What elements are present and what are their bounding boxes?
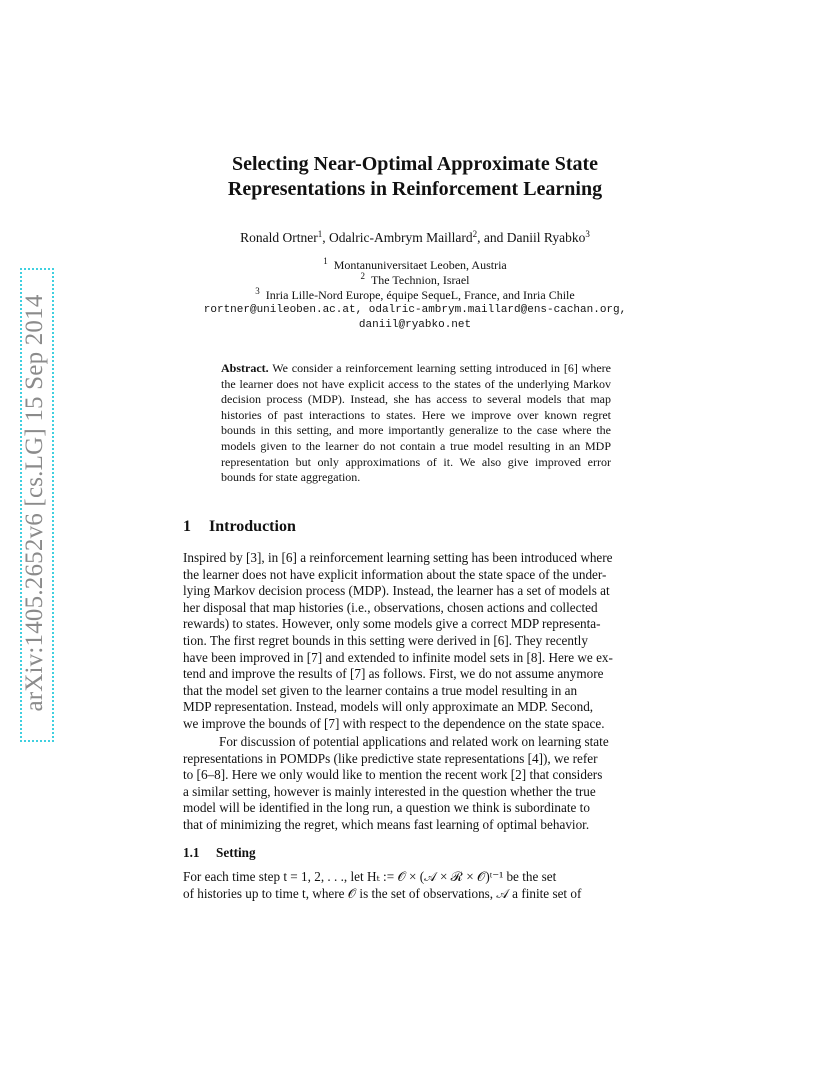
text-line: For each time step t = 1, 2, . . ., let Hₜ := 𝒪 × (𝒜 × ℛ × 𝒪)ᵗ⁻¹ be the set xyxy=(183,869,557,884)
affiliation-text: The Technion, Israel xyxy=(370,273,470,287)
text-line: we improve the bounds of [7] with respect to the dependence on the state space. xyxy=(183,715,605,731)
text-line: tion. The first regret bounds in this setting were derived in [6]. They recently xyxy=(183,632,588,648)
text-line: that the model set given to the learner contains a true model resulting in an xyxy=(183,682,578,698)
affiliation-mark: 3 xyxy=(255,286,260,296)
setting-paragraph xyxy=(183,869,650,902)
text-line: lying Markov decision process (MDP). Instead, the learner has a set of models at xyxy=(183,583,610,599)
section-heading xyxy=(183,518,296,536)
text-line: MDP representation. Instead, models will only approximate an MDP. Second, xyxy=(183,699,594,715)
intro-paragraph-2 xyxy=(183,734,650,834)
email-line[interactable]: rortner@unileoben.ac.at, odalric-ambrym.maillard@ens-cachan.org, xyxy=(203,304,627,316)
abstract xyxy=(221,361,611,486)
affiliation-mark: 2 xyxy=(360,271,365,281)
text-line: rewards) to states. However, only some models give a correct MDP representa- xyxy=(183,616,601,632)
section-title: Introduction xyxy=(209,518,296,535)
abstract-label: Abstract. xyxy=(221,361,269,375)
affiliation xyxy=(150,258,680,273)
affiliation-text: Montanuniversitaet Leoben, Austria xyxy=(333,258,507,272)
section-number: 1 xyxy=(183,518,191,535)
author-name: , and Daniil Ryabko xyxy=(477,230,586,245)
affiliation-mark: 1 xyxy=(323,256,328,266)
title-line: Representations in Reinforcement Learning xyxy=(227,178,603,200)
abstract-text: We consider a reinforcement learning setting introduced in [6] where the learner does not have explicit access to the states of the underlying Markov decision process (MDP). Instead, she has access to several models that map histories of past interactions to states. Here we improve over known regret bounds in this setting, and more importantly generalize to the case where the models given to the learner do not contain a true model resulting in an MDP representation but only approximations of it. We also give improved error bounds for state aggregation. xyxy=(221,361,611,485)
text-line: representations in POMDPs (like predictive state representations [4]), we refer xyxy=(183,750,598,766)
text-line: of histories up to time t, where 𝒪 is the set of observations, 𝒜 a finite set of xyxy=(183,885,582,901)
arxiv-sidebar xyxy=(0,0,78,1072)
text-line: For discussion of potential applications and related work on learning state xyxy=(219,734,609,749)
author-name: , Odalric-Ambrym Maillard xyxy=(322,230,473,245)
text-line: model will be identified in the long run, a question we think is subordinate to xyxy=(183,800,590,816)
text-line: the learner does not have explicit information about the state space of the under- xyxy=(183,566,607,582)
author-affiliation-mark: 2 xyxy=(472,229,478,239)
paper-title xyxy=(150,152,680,202)
arxiv-stamp[interactable]: arXiv:1405.2652v6 [cs.LG] 15 Sep 2014 xyxy=(21,294,48,712)
intro-paragraph-1 xyxy=(183,550,650,733)
affiliations xyxy=(150,258,680,333)
affiliation xyxy=(150,288,680,303)
email-line[interactable]: daniil@ryabko.net xyxy=(358,319,472,331)
text-line: tend and improve the results of [7] as follows. First, we do not assume anymore xyxy=(183,666,604,682)
author-list xyxy=(150,230,680,246)
text-line: have been improved in [7] and extended to infinite model sets in [8]. Here we ex- xyxy=(183,649,613,665)
affiliation xyxy=(150,273,680,288)
text-line: that of minimizing the regret, which means fast learning of optimal behavior. xyxy=(183,816,590,832)
author-affiliation-mark: 1 xyxy=(317,229,323,239)
subsection-number: 1.1 xyxy=(183,845,200,860)
text-line: Inspired by [3], in [6] a reinforcement learning setting has been introduced where xyxy=(183,550,613,565)
author-affiliation-mark: 3 xyxy=(585,229,590,239)
affiliation-text: Inria Lille-Nord Europe, équipe SequeL, France, and Inria Chile xyxy=(265,288,575,302)
subsection-heading xyxy=(183,845,256,861)
subsection-title: Setting xyxy=(216,845,256,860)
author-name: Ronald Ortner xyxy=(240,230,318,245)
text-line: her disposal that map histories (i.e., observations, chosen actions and collected xyxy=(183,599,598,615)
text-line: to [6–8]. Here we only would like to mention the recent work [2] that considers xyxy=(183,767,603,783)
title-line: Selecting Near-Optimal Approximate State xyxy=(231,153,599,175)
text-line: a similar setting, however is mainly interested in the question whether the true xyxy=(183,783,596,799)
